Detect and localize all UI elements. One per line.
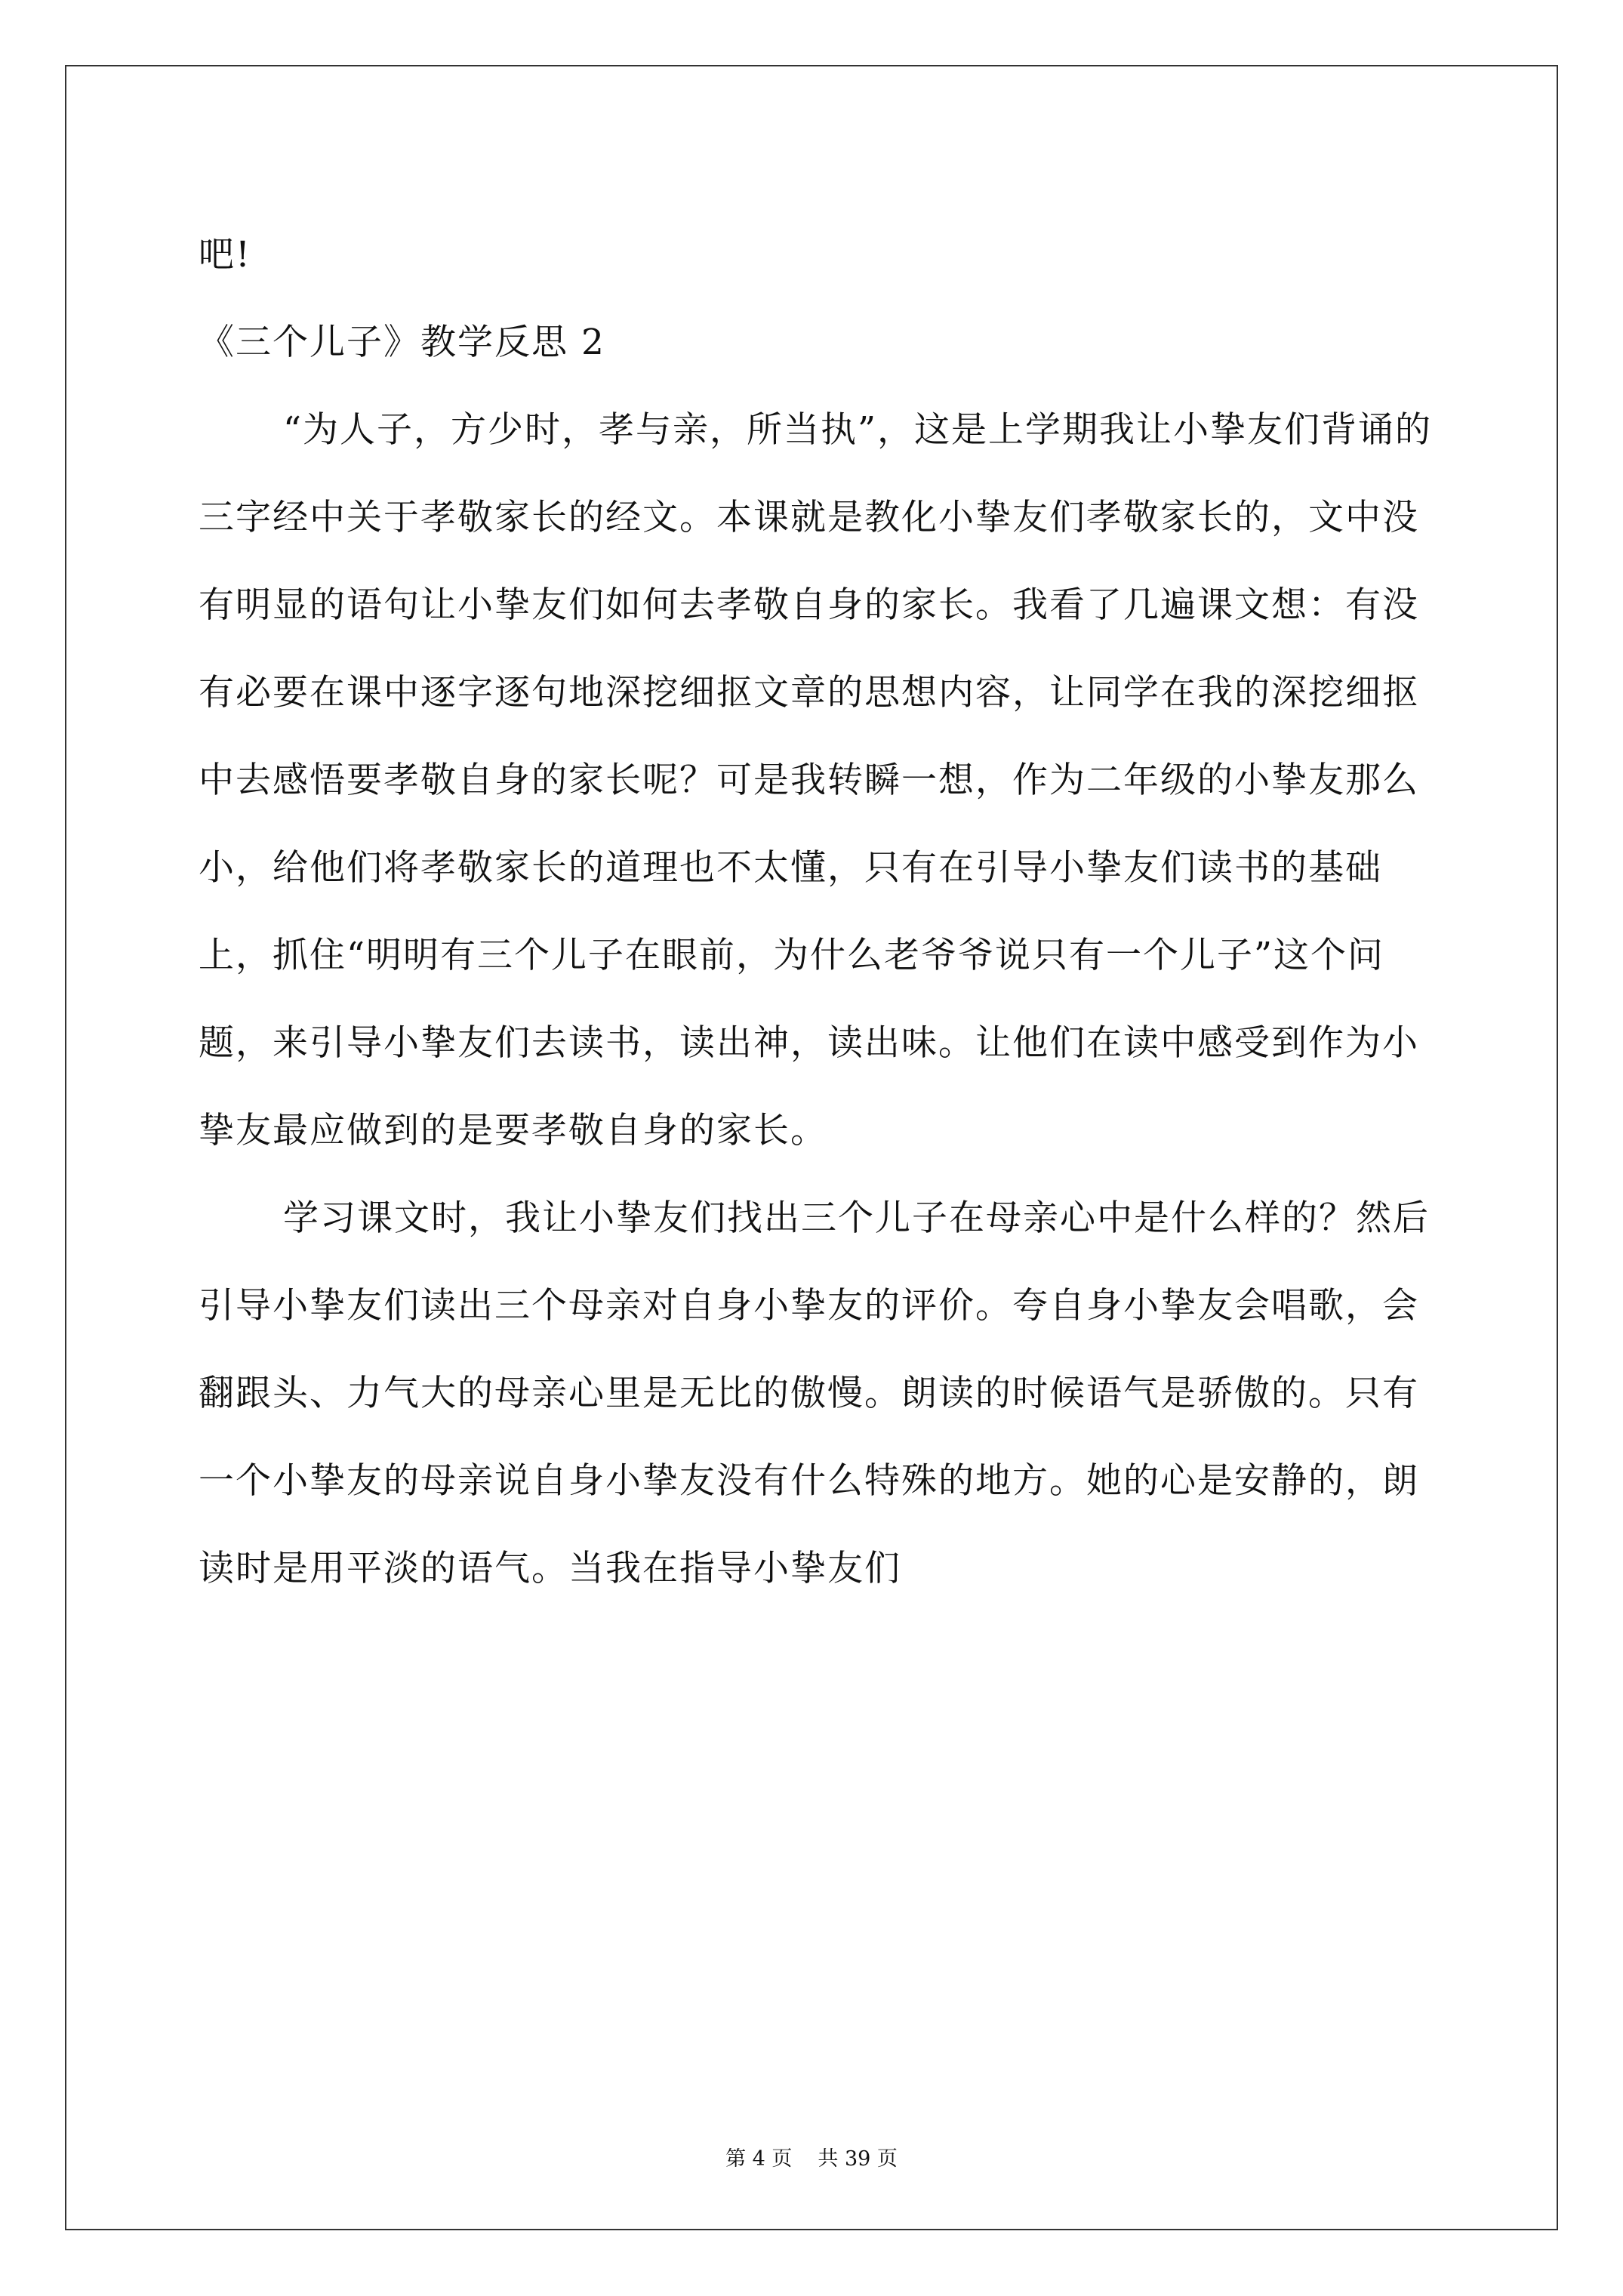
section-title: 《三个儿子》教学反思 2 xyxy=(199,322,605,363)
continuation-text: 吧! xyxy=(199,234,251,276)
paragraph-1: “为人子，方少时，孝与亲，所当执”，这是上学期我让小挚友们背诵的三字经中关于孝敬家长的经文。本课就是教化小挚友们孝敬家长的，文中没有明显的语句让小挚友们如何去孝敬自身的家长。我看了几遍课文想：有没有必要在课中逐字逐句地深挖细抠文章的思想内容，让同学在我的深挖细抠中去感悟要孝敬自身的家长呢？可是我转瞬一想，作为二年级的小挚友那么小，给他们将孝敬家长的道理也不太懂，只有在引导小挚友们读书的基础上，抓住“明明有三个儿子在眼前，为什么老爷爷说只有一个儿子”这个问题，来引导小挚友们去读书，读出神，读出味。让他们在读中感受到作为小挚友最应做到的是要孝敬自身的家长。 xyxy=(199,409,1433,1151)
page-footer xyxy=(0,2144,1623,2174)
paragraph-2: 学习课文时，我让小挚友们找出三个儿子在母亲心中是什么样的？然后引导小挚友们读出三个母亲对自身小挚友的评价。夸自身小挚友会唱歌，会翻跟头、力气大的母亲心里是无比的傲慢。朗读的时候语气是骄傲的。只有一个小挚友的母亲说自身小挚友没有什么特殊的地方。她的心是安静的，朗读时是用平淡的语气。当我在指导小挚友们 xyxy=(199,1197,1430,1589)
page-number: 第 4 页 xyxy=(725,2147,793,2171)
total-pages: 共 39 页 xyxy=(818,2147,898,2171)
document-body xyxy=(199,211,1452,1613)
